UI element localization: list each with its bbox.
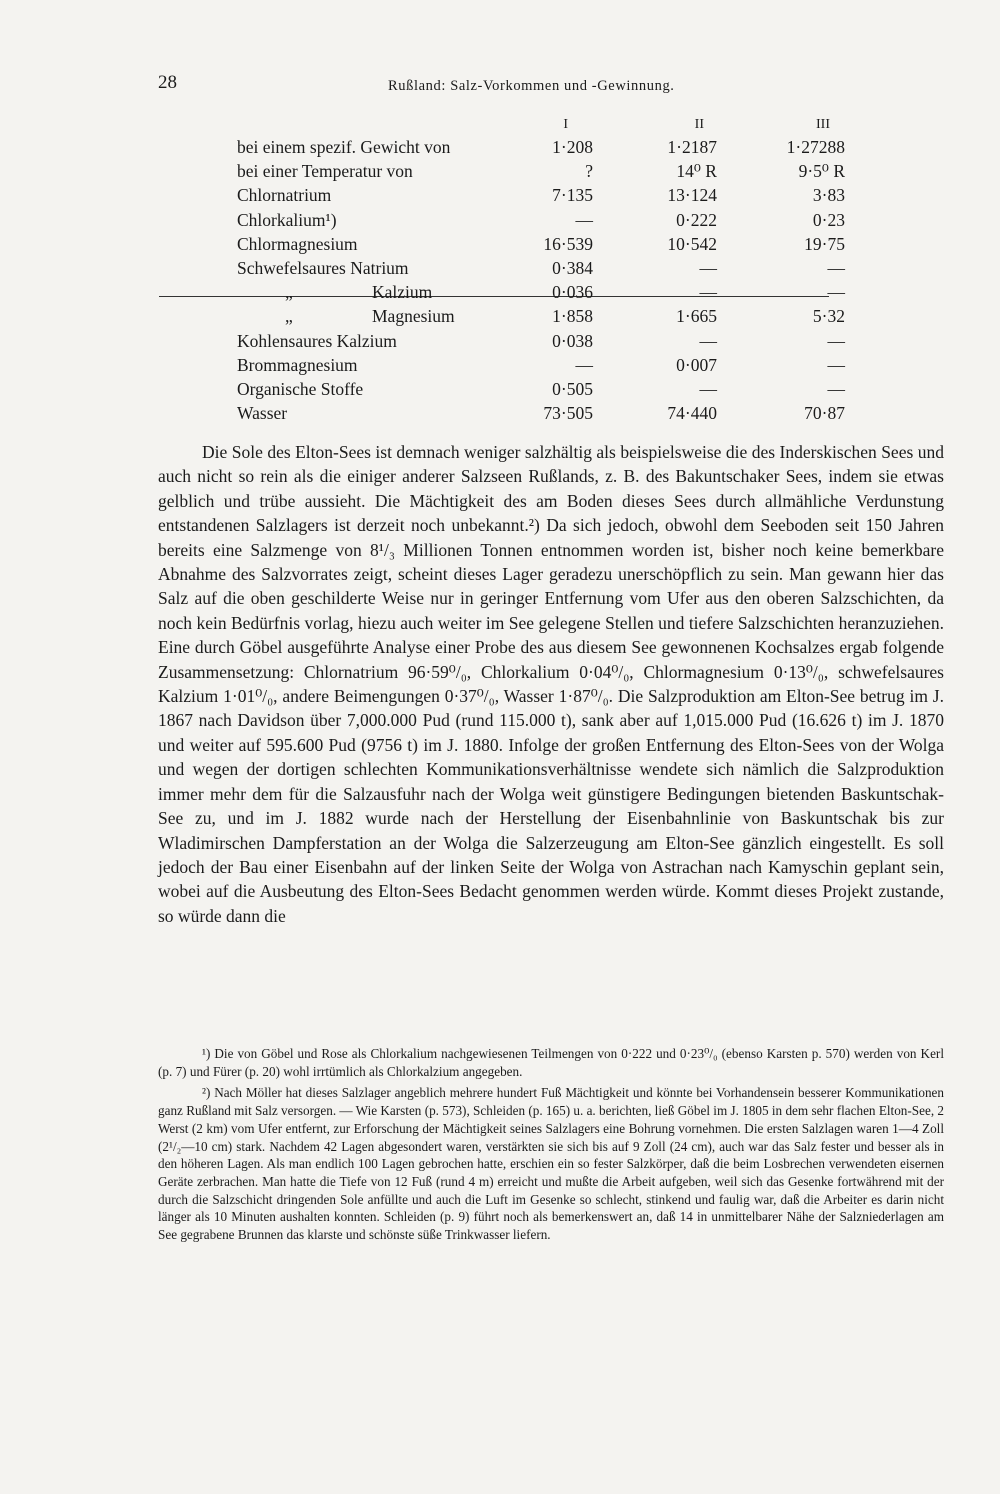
row-label: Wasser (237, 403, 288, 424)
table-column-headers (237, 113, 887, 135)
table-cell: 1·858 (552, 306, 593, 327)
table-row (237, 135, 887, 159)
table-row (237, 353, 887, 377)
row-label: Schwefelsaures Natrium (237, 257, 409, 278)
table-cell: — (827, 330, 845, 351)
table-cell: 7·135 (552, 185, 593, 206)
table-data-rows (237, 183, 887, 425)
table-cell: 0·384 (552, 257, 593, 278)
table-cell: ? (585, 161, 593, 182)
row-label: Chlormagnesium (237, 233, 358, 254)
table-cell: 16·539 (543, 233, 593, 254)
table-cell: 13·124 (667, 185, 717, 206)
table-cell: — (699, 330, 717, 351)
table-cell: — (827, 257, 845, 278)
table-row (237, 208, 887, 232)
table-cell: 74·440 (667, 403, 717, 424)
running-title: Rußland: Salz-Vorkommen und -Gewinnung. (388, 78, 675, 94)
table-row (237, 232, 887, 256)
footnotes (158, 1045, 944, 1244)
table-cell: — (575, 209, 593, 230)
column-header: III (816, 117, 830, 132)
table-row (237, 377, 887, 401)
row-label: Kohlensaures Kalzium (237, 330, 397, 351)
table-cell: — (699, 282, 717, 303)
table-row (237, 159, 887, 183)
row-label: bei einer Temperatur von (237, 161, 413, 182)
row-label: Kalzium (372, 282, 433, 303)
row-label: Chlornatrium (237, 185, 332, 206)
table-cell: — (827, 282, 845, 303)
table-meta-rows (237, 135, 887, 183)
body-paragraph: Die Sole des Elton-Sees ist demnach weniger salzhältig als beispielsweise die des Inderskischen Sees und auch nicht so rein als die einiger anderer Salzseen Rußlands, z. B. des Bakuntschaker Sees, indem sie etwas gelblich und trübe aussieht. Die Mächtigkeit des am Boden dieses Sees durch allmähliche Verdunstung entstandenen Salzlagers ist derzeit noch unbekannt.²) Da sich jedoch, obwohl dem Seeboden seit 150 Jahren bereits eine Salzmenge von 8¹/₃ Millionen Tonnen entnommen worden ist, bisher noch keine bemerkbare Abnahme des Salzvorrates zeigt, scheint dieses Lager geradezu unerschöpflich zu sein. Man gewann hier das Salz auf die oben geschilderte Weise nur in geringer Entfernung vom Ufer aus den oberen Salzschichten, da noch kein Bedürfnis vorlag, hiezu auch weiter im See gelegene Stellen und tiefere Salzschichten heranzuziehen. Eine durch Göbel ausgeführte Analyse einer Probe des aus diesem See gewonnenen Kochsalzes ergab folgende Zusammensetzung: Chlornatrium 96·59⁰/₀, Chlorkalium 0·04⁰/₀, Chlormagnesium 0·13⁰/₀, schwefelsaures Kalzium 1·01⁰/₀, andere Beimengungen 0·37⁰/₀, Wasser 1·87⁰/₀. Die Salzproduktion am Elton-See betrug im J. 1867 nach Davidson über 7,000.000 Pud (rund 115.000 t), sank aber auf 1,015.000 Pud (16.626 t) im J. 1870 und weiter auf 595.600 Pud (9756 t) im J. 1880. Infolge der großen Entfernung des Elton-Sees von der Wolga und wegen der dortigen schlechten Kommunikationsverhältnisse wendete sich nämlich die Salzproduktion immer mehr dem für die Salzausfuhr nach der Wolga weit günstigere Bedingungen bietenden Baskuntschak-See zu, und im J. 1882 wurde nach der Herstellung der Eisenbahnlinie von Baskuntschak bis zur Wladimirschen Dampferstation an der Wolga die Salzerzeugung am Elton-See gänzlich eingestellt. Es soll jedoch der Bau einer Eisenbahn auf der linken Seite der Wolga von Astrachan nach Kamyschin geplant sein, wobei auf die Ausbeutung des Elton-Sees Bedacht genommen werden würde. Kommt dieses Projekt zustande, so würde dann die (158, 442, 944, 926)
table-cell: 0·23 (812, 209, 845, 230)
table-cell: — (575, 354, 593, 375)
table-cell: 0·007 (676, 354, 717, 375)
table-row (237, 280, 887, 304)
row-label: Magnesium (372, 306, 455, 327)
table-cell: — (827, 378, 845, 399)
row-label: Organische Stoffe (237, 378, 364, 399)
ditto-mark: „ (285, 306, 293, 327)
table-cell: 0·038 (552, 330, 593, 351)
analysis-table (237, 113, 887, 425)
table-cell: 1·208 (552, 137, 593, 157)
table-row (237, 401, 887, 425)
ditto-mark: „ (285, 282, 293, 303)
table-cell: 19·75 (804, 233, 845, 254)
table-cell: 5·32 (812, 306, 845, 327)
table-cell: 0·222 (676, 209, 717, 230)
row-label: Brommagnesium (237, 354, 358, 375)
table-cell: 70·87 (804, 403, 845, 424)
table-cell: 0·505 (552, 378, 593, 399)
table-cell: 9·5⁰ R (798, 161, 845, 182)
footnote: ²) Nach Möller hat dieses Salzlager angeblich mehrere hundert Fuß Mächtigkeit und könnte bei Vorhandensein besserer Kommunikationen ganz Rußland mit Salz versorgen. — Wie Karsten (p. 573), Schleiden (p. 165) u. a. berichten, ließ Göbel im J. 1805 in dem sehr flachen Elton-See, 2 Werst (2 km) vom Ufer entfernt, zur Erforschung der Mächtigkeit seines Salzlagers eine Bohrung vornehmen. Die ersten Salzlagen waren 1—4 Zoll (2¹/₂—10 cm) stark. Nachdem 42 Lagen abgesondert waren, verstärkten sie sich bis auf 9 Zoll (24 cm), auch war das Salz fester und besser als in den höheren Lagen. Als man endlich 100 Lagen gebrochen hatte, erschien ein so fester Salzkörper, daß die beim Losbrechen verwendeten eisernen Geräte zerbrachen. Man hatte die Tiefe von 12 Fuß (rund 4 m) erreicht und mußte die Arbeit aufgeben, weil sich das Gesenke fortwährend mit der durch die Salzschicht dringenden Sole anfüllte und auch die Luft im Gesenke so schlecht, stinkend und faulig war, daß die Arbeiter es darin nicht länger als 10 Minuten aushalten konnten. Schleiden (p. 9) führt noch als bemerkenswert an, daß 14 in unmittelbarer Nähe der Salzniederlagen am See gegrabene Brunnen das klarste und schönste süße Trinkwasser liefern. (158, 1085, 945, 1243)
table-row (237, 256, 887, 280)
table-cell: — (699, 257, 717, 278)
table-cell: 3·83 (812, 185, 845, 206)
table-row (237, 329, 887, 353)
page-number: 28 (158, 72, 177, 93)
table-cell: — (827, 354, 845, 375)
table-cell: 0·036 (552, 282, 593, 303)
table-cell: 73·505 (543, 403, 593, 424)
row-label: bei einem spezif. Gewicht von (237, 137, 451, 157)
table-cell: 10·542 (667, 233, 717, 254)
table-cell: 1·2187 (667, 137, 717, 157)
column-header: II (694, 117, 704, 132)
column-header: I (563, 117, 568, 132)
table-cell: — (699, 378, 717, 399)
row-label: Chlorkalium¹) (237, 209, 337, 230)
table-row (237, 183, 887, 207)
table-cell: 14⁰ R (676, 161, 717, 182)
table-row (237, 304, 887, 328)
table-cell: 1·665 (676, 306, 717, 327)
table-cell: 1·27288 (786, 137, 845, 157)
footnote: ¹) Die von Göbel und Rose als Chlorkalium nachgewiesenen Teilmengen von 0·222 und 0·23⁰/₀ (ebenso Karsten p. 570) werden von Kerl (p. 7) und Fürer (p. 20) wohl irrtümlich als Chlorkalzium angegeben. (158, 1046, 944, 1079)
